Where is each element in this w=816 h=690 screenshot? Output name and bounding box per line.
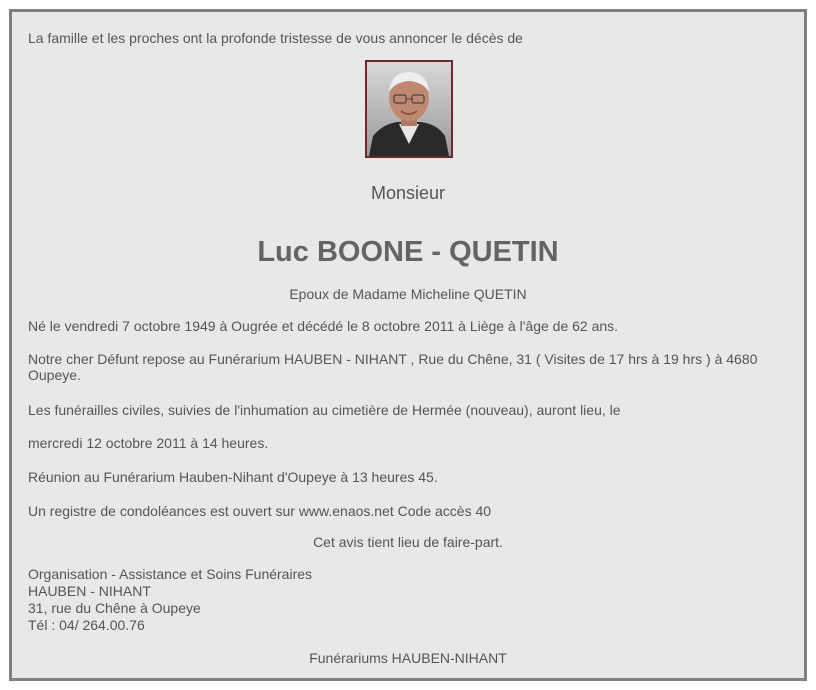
spouse-line: Epoux de Madame Micheline QUETIN [289, 286, 527, 302]
civility-title: Monsieur [370, 183, 446, 203]
obituary-notice [9, 9, 807, 681]
rest-paragraph: Notre cher Défunt repose au Funérarium HAUBEN - NIHANT , Rue du Chêne, 31 ( Visites de 17 hrs à 19 hrs ) à 4680 Oupeye. [28, 351, 758, 383]
birth-death-paragraph: Né le vendredi 7 octobre 1949 à Ougrée et décédé le 8 octobre 2011 à Liège à l'âge de 62 ans. [28, 318, 619, 334]
condolences-paragraph: Un registre de condoléances est ouvert sur www.enaos.net Code accès 40 [28, 503, 492, 519]
intro-text: La famille et les proches ont la profonde tristesse de vous annoncer le décès de [28, 30, 523, 46]
organisation-address: 31, rue du Chêne à Oupeye [28, 600, 201, 616]
organisation-line: Organisation - Assistance et Soins Funéraires [28, 566, 313, 582]
organisation-block [28, 566, 312, 634]
funeral-paragraph: Les funérailles civiles, suivies de l'inhumation au cimetière de Hermée (nouveau), auront lieu, le [28, 402, 621, 418]
organisation-name: HAUBEN - NIHANT [28, 583, 151, 599]
faire-part-note: Cet avis tient lieu de faire-part. [313, 534, 503, 550]
portrait-photo [365, 60, 453, 158]
signature: Funérariums HAUBEN-NIHANT [309, 650, 507, 666]
funeral-date-paragraph: mercredi 12 octobre 2011 à 14 heures. [28, 435, 269, 451]
deceased-name: Luc BOONE - QUETIN [257, 236, 559, 268]
organisation-phone: Tél : 04/ 264.00.76 [28, 617, 145, 633]
meeting-paragraph: Réunion au Funérarium Hauben-Nihant d'Oupeye à 13 heures 45. [28, 469, 438, 485]
